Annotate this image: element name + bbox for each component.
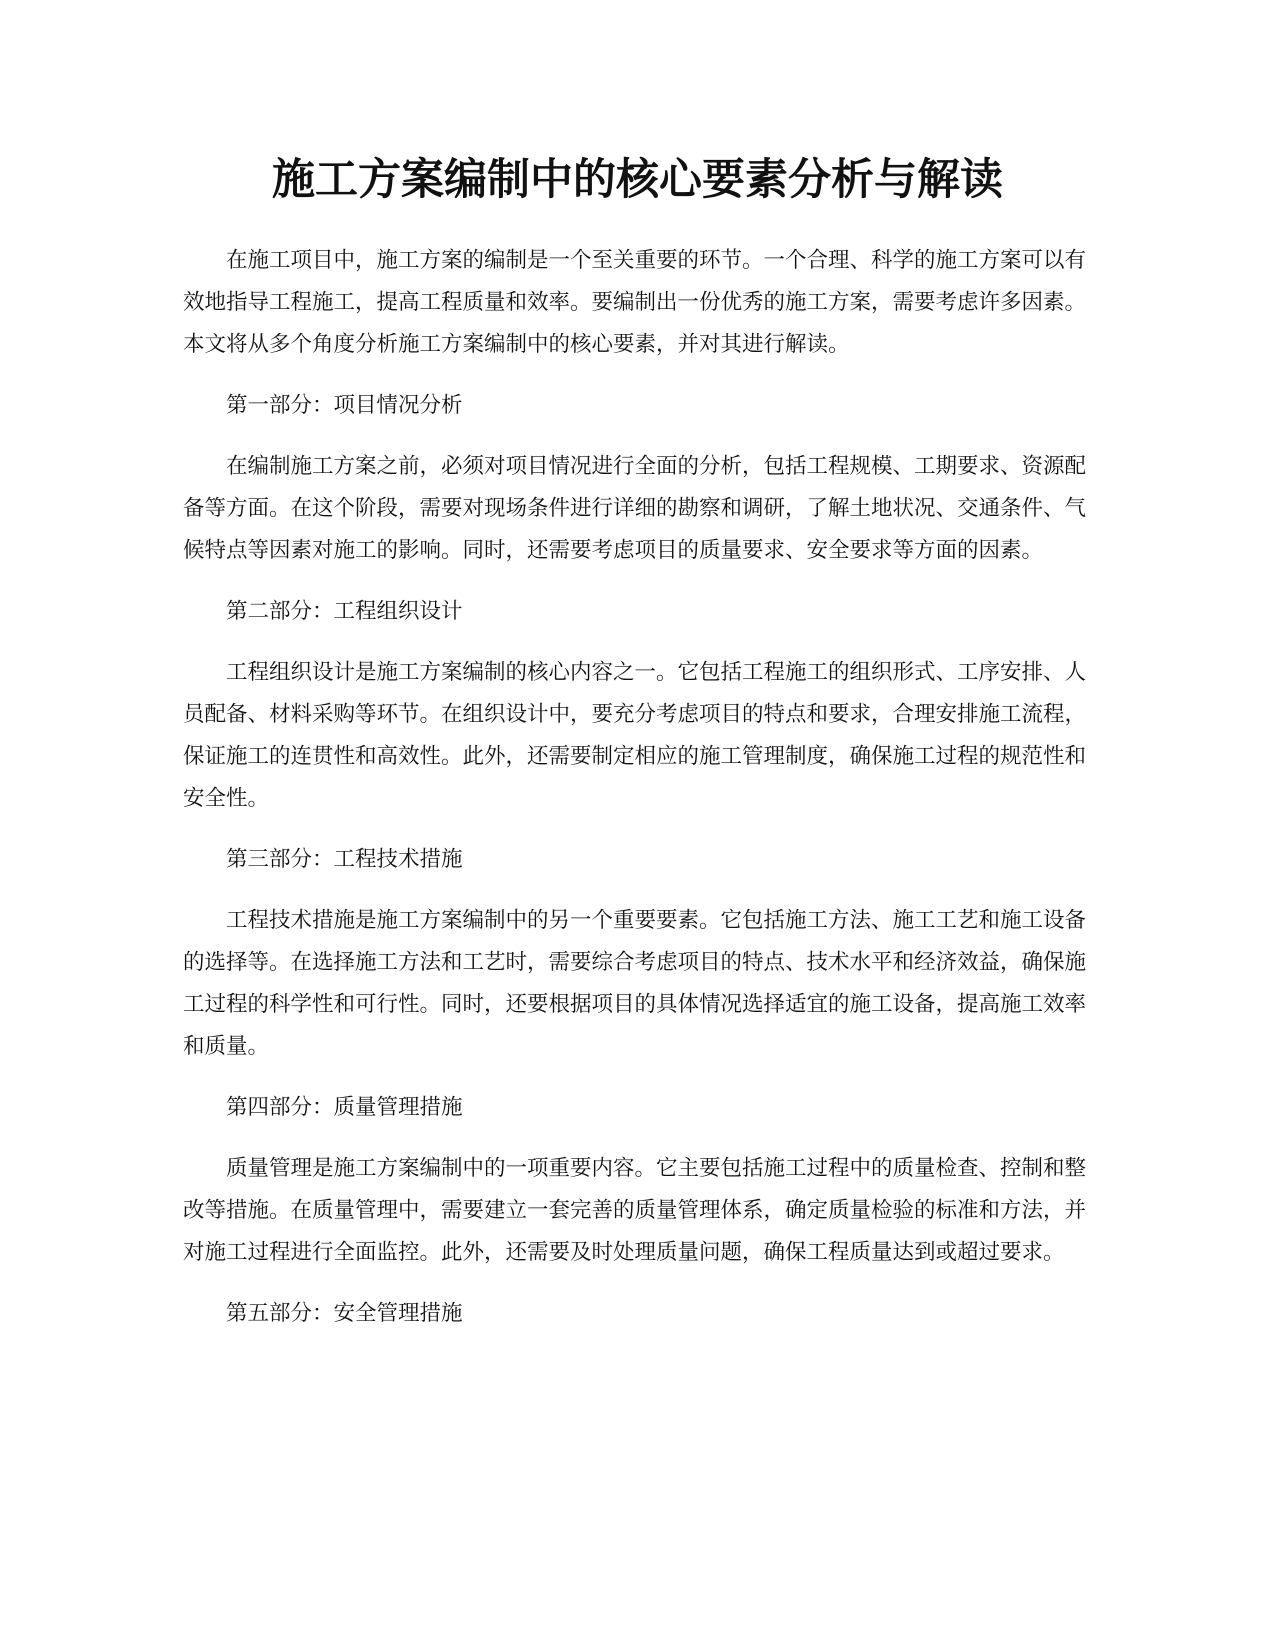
document-body: [183, 240, 1086, 1354]
intro-paragraph: 在施工项目中，施工方案的编制是一个至关重要的环节。一个合理、科学的施工方案可以有效地指导工程施工，提高工程质量和效率。要编制出一份优秀的施工方案，需要考虑许多因素。本文将从多个角度分析施工方案编制中的核心要素，并对其进行解读。: [183, 248, 1087, 357]
section-1-paragraph: 在编制施工方案之前，必须对项目情况进行全面的分析，包括工程规模、工期要求、资源配备等方面。在这个阶段，需要对现场条件进行详细的勘察和调研，了解土地状况、交通条件、气候特点等因素对施工的影响。同时，还需要考虑项目的质量要求、安全要求等方面的因素。: [183, 454, 1087, 563]
section-2-paragraph: 工程组织设计是施工方案编制的核心内容之一。它包括工程施工的组织形式、工序安排、人员配备、材料采购等环节。在组织设计中，要充分考虑项目的特点和要求，合理安排施工流程，保证施工的连贯性和高效性。此外，还需要制定相应的施工管理制度，确保施工过程的规范性和安全性。: [183, 660, 1087, 811]
section-heading-4: 第四部分：质量管理措施: [226, 1095, 463, 1120]
section-4-paragraph: 质量管理是施工方案编制中的一项重要内容。它主要包括施工过程中的质量检查、控制和整改等措施。在质量管理中，需要建立一套完善的质量管理体系，确定质量检验的标准和方法，并对施工过程进行全面监控。此外，还需要及时处理质量问题，确保工程质量达到或超过要求。: [183, 1156, 1087, 1265]
section-heading-5: 第五部分：安全管理措施: [226, 1301, 463, 1326]
document-title: 施工方案编制中的核心要素分析与解读: [272, 155, 1003, 205]
section-3-paragraph: 工程技术措施是施工方案编制中的另一个重要要素。它包括施工方法、施工工艺和施工设备的选择等。在选择施工方法和工艺时，需要综合考虑项目的特点、技术水平和经济效益，确保施工过程的科学性和可行性。同时，还要根据项目的具体情况选择适宜的施工设备，提高施工效率和质量。: [183, 908, 1087, 1059]
section-heading-1: 第一部分：项目情况分析: [226, 393, 463, 418]
section-heading-2: 第二部分：工程组织设计: [226, 599, 463, 624]
section-heading-3: 第三部分：工程技术措施: [226, 847, 463, 872]
